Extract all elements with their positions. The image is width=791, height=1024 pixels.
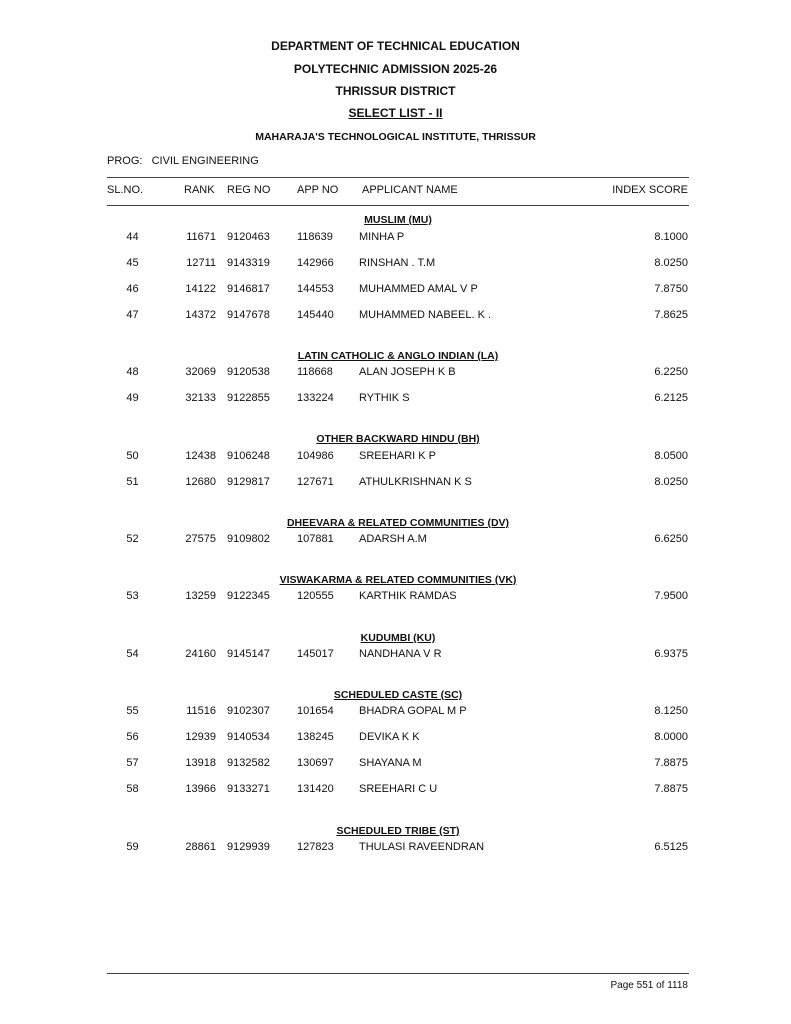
cell-reg: 9122855 [227, 392, 270, 404]
cell-sl: 58 [126, 783, 139, 795]
cell-reg: 9102307 [227, 705, 270, 717]
cell-score: 6.9375 [654, 648, 688, 660]
col-app-no: APP NO [297, 184, 339, 196]
cell-name: SHAYANA M [359, 757, 422, 769]
cell-name: MUHAMMED NABEEL. K . [359, 309, 492, 321]
category-heading: MUSLIM (MU) [364, 214, 432, 226]
category-heading: KUDUMBI (KU) [360, 632, 436, 644]
cell-score: 8.1250 [654, 705, 688, 717]
select-list-title: SELECT LIST - II [348, 106, 443, 120]
cell-sl: 46 [126, 283, 139, 295]
cell-sl: 52 [126, 533, 139, 545]
program-label: PROG: CIVIL ENGINEERING [107, 155, 259, 167]
cell-name: DEVIKA K K [359, 731, 420, 743]
cell-reg: 9140534 [227, 731, 270, 743]
cell-name: MINHA P [359, 231, 405, 243]
cell-score: 7.8625 [654, 309, 688, 321]
cell-app: 144553 [297, 283, 334, 295]
cell-rank: 32069 [185, 366, 216, 378]
cell-reg: 9120463 [227, 231, 270, 243]
col-applicant-name: APPLICANT NAME [362, 184, 458, 196]
cell-score: 7.8875 [654, 783, 688, 795]
cell-rank: 27575 [185, 533, 216, 545]
cell-name: MUHAMMED AMAL V P [359, 283, 478, 295]
cell-score: 7.8750 [654, 283, 688, 295]
cell-score: 6.6250 [654, 533, 688, 545]
cell-rank: 11671 [186, 231, 216, 243]
page-number: Page 551 of 1118 [610, 980, 688, 991]
cell-name: THULASI RAVEENDRAN [359, 841, 485, 853]
cell-reg: 9133271 [227, 783, 270, 795]
table-row [0, 731, 791, 745]
cell-app: 127823 [297, 841, 334, 853]
cell-reg: 9109802 [227, 533, 270, 545]
cell-sl: 50 [126, 450, 139, 462]
cell-name: RYTHIK S [359, 392, 410, 404]
table-row [0, 392, 791, 406]
table-row [0, 533, 791, 547]
cell-app: 104986 [297, 450, 334, 462]
cell-score: 7.8875 [654, 757, 688, 769]
cell-app: 145017 [297, 648, 334, 660]
cell-name: ADARSH A.M [359, 533, 427, 545]
cell-app: 107881 [297, 533, 334, 545]
cell-rank: 11516 [186, 705, 216, 717]
cell-app: 145440 [297, 309, 334, 321]
table-row [0, 757, 791, 771]
col-rank: RANK [184, 184, 215, 196]
table-row [0, 309, 791, 323]
header-top-rule [107, 177, 689, 178]
cell-sl: 54 [126, 648, 139, 660]
cell-rank: 32133 [185, 392, 216, 404]
cell-score: 8.1000 [654, 231, 688, 243]
cell-reg: 9129939 [227, 841, 270, 853]
cell-sl: 45 [126, 257, 139, 269]
header-bottom-rule [107, 205, 689, 206]
cell-rank: 12438 [185, 450, 216, 462]
cell-sl: 55 [126, 705, 139, 717]
category-heading: VISWAKARMA & RELATED COMMUNITIES (VK) [279, 574, 517, 586]
cell-sl: 57 [126, 757, 139, 769]
cell-rank: 13966 [185, 783, 216, 795]
cell-rank: 14122 [185, 283, 216, 295]
cell-reg: 9129817 [227, 476, 270, 488]
cell-app: 130697 [297, 757, 334, 769]
table-row [0, 450, 791, 464]
cell-app: 133224 [297, 392, 334, 404]
cell-name: ALAN JOSEPH K B [359, 366, 456, 378]
cell-app: 118668 [297, 366, 333, 378]
cell-rank: 28861 [185, 841, 216, 853]
cell-score: 8.0000 [654, 731, 688, 743]
cell-name: NANDHANA V R [359, 648, 442, 660]
cell-rank: 13259 [185, 590, 216, 602]
cell-sl: 56 [126, 731, 139, 743]
category-heading: OTHER BACKWARD HINDU (BH) [316, 433, 480, 445]
cell-name: BHADRA GOPAL M P [359, 705, 467, 717]
category-heading: DHEEVARA & RELATED COMMUNITIES (DV) [286, 517, 510, 529]
table-row [0, 648, 791, 662]
cell-name: SREEHARI C U [359, 783, 438, 795]
cell-sl: 44 [126, 231, 139, 243]
category-heading: LATIN CATHOLIC & ANGLO INDIAN (LA) [297, 350, 499, 362]
cell-reg: 9147678 [227, 309, 270, 321]
cell-name: ATHULKRISHNAN K S [359, 476, 472, 488]
cell-score: 8.0250 [654, 257, 688, 269]
cell-sl: 59 [126, 841, 139, 853]
cell-rank: 12711 [186, 257, 216, 269]
table-row [0, 476, 791, 490]
department-title: DEPARTMENT OF TECHNICAL EDUCATION [271, 39, 520, 53]
col-reg-no: REG NO [227, 184, 271, 196]
cell-reg: 9146817 [227, 283, 270, 295]
col-index-score: INDEX SCORE [612, 184, 688, 196]
table-row [0, 783, 791, 797]
cell-app: 118639 [297, 231, 333, 243]
cell-app: 131420 [297, 783, 334, 795]
cell-score: 6.5125 [654, 841, 688, 853]
cell-name: RINSHAN . T.M [359, 257, 436, 269]
cell-reg: 9132582 [227, 757, 270, 769]
admission-title: POLYTECHNIC ADMISSION 2025-26 [293, 62, 498, 76]
table-row [0, 705, 791, 719]
table-row [0, 366, 791, 380]
cell-rank: 12680 [185, 476, 216, 488]
cell-app: 127671 [297, 476, 334, 488]
table-row [0, 590, 791, 604]
cell-sl: 48 [126, 366, 139, 378]
cell-app: 138245 [297, 731, 334, 743]
cell-score: 7.9500 [654, 590, 688, 602]
cell-score: 8.0250 [654, 476, 688, 488]
footer-rule [107, 973, 689, 974]
cell-reg: 9106248 [227, 450, 270, 462]
table-row [0, 283, 791, 297]
cell-reg: 9145147 [227, 648, 270, 660]
category-heading: SCHEDULED TRIBE (ST) [336, 825, 460, 837]
cell-score: 8.0500 [654, 450, 688, 462]
col-sl-no: SL.NO. [107, 184, 144, 196]
cell-reg: 9143319 [227, 257, 270, 269]
cell-score: 6.2250 [654, 366, 688, 378]
district-title: THRISSUR DISTRICT [335, 84, 456, 98]
table-row [0, 257, 791, 271]
cell-app: 120555 [297, 590, 334, 602]
cell-reg: 9122345 [227, 590, 270, 602]
cell-sl: 51 [126, 476, 139, 488]
cell-name: KARTHIK RAMDAS [359, 590, 457, 602]
cell-reg: 9120538 [227, 366, 270, 378]
cell-rank: 13918 [185, 757, 216, 769]
cell-rank: 12939 [185, 731, 216, 743]
table-row [0, 841, 791, 855]
table-row [0, 231, 791, 245]
cell-rank: 24160 [185, 648, 216, 660]
cell-sl: 49 [126, 392, 139, 404]
category-heading: SCHEDULED CASTE (SC) [333, 689, 463, 701]
cell-app: 142966 [297, 257, 334, 269]
cell-score: 6.2125 [654, 392, 688, 404]
cell-rank: 14372 [185, 309, 216, 321]
cell-sl: 53 [126, 590, 139, 602]
institute-name: MAHARAJA'S TECHNOLOGICAL INSTITUTE, THRISSUR [255, 131, 536, 143]
cell-name: SREEHARI K P [359, 450, 437, 462]
cell-sl: 47 [126, 309, 139, 321]
cell-app: 101654 [297, 705, 334, 717]
